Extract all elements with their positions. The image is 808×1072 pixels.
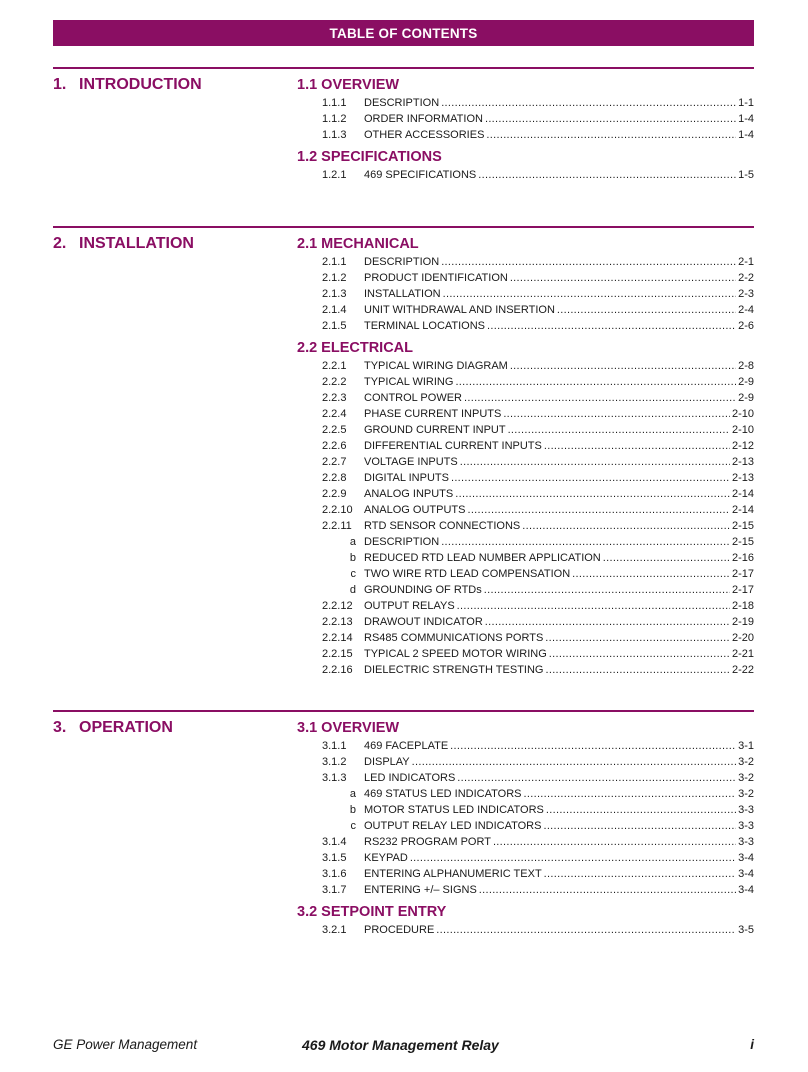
entry-body [364,270,754,286]
dot-leader [467,502,730,518]
toc-entry[interactable] [297,358,754,374]
dot-leader [546,802,736,818]
entry-page-number: 2-21 [731,648,754,660]
entry-body [364,422,754,438]
entry-label: PHASE CURRENT INPUTS [364,408,502,420]
dot-leader [510,270,736,286]
entry-number: 2.2.4 [322,408,347,420]
entry-number: b [349,804,356,816]
dot-leader [549,646,730,662]
section-title[interactable]: 1.1 OVERVIEW [297,77,400,93]
chapter-divider [53,67,754,69]
entry-body [364,646,754,662]
entry-label: DRAWOUT INDICATOR [364,616,483,628]
entry-body [364,866,754,882]
chapter-title[interactable] [53,719,173,737]
entry-label: OUTPUT RELAY LED INDICATORS [364,820,542,832]
toc-section [297,76,754,143]
entry-page-number: 3-2 [738,756,754,768]
toc-title: TABLE OF CONTENTS [329,25,478,41]
entry-body [364,406,754,422]
entry-number: 2.1.2 [322,272,347,284]
entry-label: MOTOR STATUS LED INDICATORS [364,804,544,816]
section-entries [297,167,754,183]
entry-body [364,454,754,470]
toc-entry[interactable] [297,318,754,334]
dot-leader [457,770,736,786]
entry-page-number: 2-17 [731,568,754,580]
section-entries [297,738,754,898]
dot-leader [412,754,736,770]
dot-leader [441,534,730,550]
entry-label: RTD SENSOR CONNECTIONS [364,520,521,532]
entry-number: 2.2.11 [322,520,352,532]
toc-section [297,148,754,183]
entry-body [364,486,754,502]
entry-number: 1.2.1 [322,169,347,181]
section-entries [297,95,754,143]
entry-page-number: 1-4 [738,129,754,141]
entry-number: 3.1.1 [322,740,347,752]
entry-page-number: 1-4 [738,113,754,125]
entry-page-number: 2-10 [731,408,754,420]
entry-body [364,111,754,127]
entry-number: 2.2.10 [322,504,353,516]
entry-body [364,770,754,786]
toc-entry[interactable] [297,95,754,111]
toc-subentry[interactable] [297,534,754,550]
entry-label: DIFFERENTIAL CURRENT INPUTS [364,440,542,452]
toc-entry[interactable] [297,502,754,518]
dot-leader [479,882,736,898]
toc-entry[interactable] [297,470,754,486]
entry-page-number: 3-2 [738,788,754,800]
dot-leader [464,390,736,406]
entry-number: 2.2.2 [322,376,347,388]
entry-body [364,438,754,454]
toc-entry[interactable] [297,834,754,850]
dot-leader [451,470,730,486]
dot-leader [522,518,730,534]
toc-entry[interactable] [297,754,754,770]
entry-page-number: 2-15 [731,536,754,548]
entry-body [364,630,754,646]
dot-leader [572,566,730,582]
section-title[interactable]: 3.1 OVERVIEW [297,720,400,736]
entry-page-number: 2-14 [731,488,754,500]
toc-entry[interactable] [297,167,754,183]
entry-label: OUTPUT RELAYS [364,600,455,612]
dot-leader [486,127,736,143]
entry-label: TWO WIRE RTD LEAD COMPENSATION [364,568,571,580]
dot-leader [436,922,736,938]
entry-page-number: 2-8 [738,360,754,372]
entry-number: a [349,536,356,548]
entry-body [364,167,754,183]
entry-body [364,254,754,270]
entry-label: DIELECTRIC STRENGTH TESTING [364,664,544,676]
dot-leader [545,662,729,678]
chapter-title[interactable] [53,76,202,94]
entry-label: ENTERING +/– SIGNS [364,884,477,896]
entry-number: 2.2.15 [322,648,353,660]
entry-number: c [350,820,356,832]
entry-body [364,922,754,938]
entry-page-number: 2-18 [731,600,754,612]
entry-label: RS485 COMMUNICATIONS PORTS [364,632,544,644]
entry-body [364,534,754,550]
entry-label: PROCEDURE [364,924,435,936]
toc-entry[interactable] [297,662,754,678]
toc-entry[interactable] [297,127,754,143]
dot-leader [443,286,736,302]
entry-number: 3.1.4 [322,836,347,848]
dot-leader [450,738,736,754]
toc-entry[interactable] [297,614,754,630]
toc-entry[interactable] [297,518,754,534]
entry-page-number: 2-2 [738,272,754,284]
entry-number: 2.1.5 [322,320,347,332]
dot-leader [478,167,736,183]
entry-page-number: 3-3 [738,820,754,832]
entry-number: 1.1.3 [322,129,347,141]
dot-leader [508,422,730,438]
toc-header [53,20,754,46]
entry-page-number: 2-12 [731,440,754,452]
dot-leader [485,614,730,630]
toc-section [297,903,754,938]
entry-number: 2.2.6 [322,440,347,452]
section-entries [297,922,754,938]
entry-label: DESCRIPTION [364,256,440,268]
chapter-sections [297,76,754,183]
chapter-sections [297,235,754,678]
entry-label: LED INDICATORS [364,772,456,784]
toc-subentry[interactable] [297,786,754,802]
entry-number: 3.2.1 [322,924,347,936]
footer-page-number: i [750,1037,754,1052]
dot-leader [503,406,730,422]
entry-label: CONTROL POWER [364,392,462,404]
toc-entry[interactable] [297,646,754,662]
chapter-title-text: INSTALLATION [79,235,194,252]
entry-body [364,850,754,866]
entry-label: UNIT WITHDRAWAL AND INSERTION [364,304,555,316]
entry-page-number: 3-3 [738,836,754,848]
entry-body [364,818,754,834]
toc-entry[interactable] [297,111,754,127]
entry-label: GROUND CURRENT INPUT [364,424,506,436]
entry-label: DISPLAY [364,756,410,768]
entry-page-number: 2-17 [731,584,754,596]
toc-entry[interactable] [297,598,754,614]
entry-page-number: 3-4 [738,868,754,880]
toc-entry[interactable] [297,882,754,898]
entry-page-number: 2-13 [731,472,754,484]
entry-number: 2.2.14 [322,632,353,644]
entry-body [364,518,754,534]
entry-body [364,754,754,770]
entry-label: VOLTAGE INPUTS [364,456,458,468]
entry-label: TYPICAL WIRING DIAGRAM [364,360,508,372]
toc-entry[interactable] [297,422,754,438]
entry-number: 1.1.2 [322,113,347,125]
toc-entry[interactable] [297,406,754,422]
entry-body [364,286,754,302]
entry-label: TYPICAL 2 SPEED MOTOR WIRING [364,648,547,660]
dot-leader [510,358,736,374]
chapter-sections [297,719,754,938]
entry-page-number: 2-16 [731,552,754,564]
chapter-title[interactable] [53,235,194,253]
toc-subentry[interactable] [297,550,754,566]
section-title[interactable]: 1.2 SPECIFICATIONS [297,149,442,165]
entry-body [364,566,754,582]
toc-entry[interactable] [297,866,754,882]
toc-entry[interactable] [297,850,754,866]
toc-section [297,235,754,334]
dot-leader [485,111,736,127]
dot-leader [544,866,736,882]
dot-leader [455,486,730,502]
entry-page-number: 2-4 [738,304,754,316]
entry-number: 2.2.9 [322,488,347,500]
section-title[interactable]: 2.1 MECHANICAL [297,236,419,252]
dot-leader [441,95,736,111]
entry-page-number: 3-4 [738,884,754,896]
entry-label: PRODUCT IDENTIFICATION [364,272,508,284]
entry-label: TYPICAL WIRING [364,376,454,388]
entry-page-number: 2-1 [738,256,754,268]
entry-body [364,582,754,598]
toc-entry[interactable] [297,630,754,646]
chapter-title-text: INTRODUCTION [79,76,202,93]
toc-subentry[interactable] [297,818,754,834]
entry-label: KEYPAD [364,852,408,864]
entry-label: 469 STATUS LED INDICATORS [364,788,522,800]
entry-page-number: 2-15 [731,520,754,532]
toc-section [297,719,754,898]
entry-body [364,786,754,802]
entry-body [364,882,754,898]
entry-number: 2.2.7 [322,456,347,468]
entry-body [364,318,754,334]
entry-label: ORDER INFORMATION [364,113,483,125]
entry-page-number: 2-22 [731,664,754,676]
toc-entry[interactable] [297,390,754,406]
entry-page-number: 3-5 [738,924,754,936]
entry-number: b [349,552,356,564]
dot-leader [557,302,736,318]
entry-label: DIGITAL INPUTS [364,472,449,484]
dot-leader [603,550,730,566]
entry-number: 2.2.16 [322,664,353,676]
dot-leader [545,630,730,646]
entry-number: a [349,788,356,800]
entry-number: 3.1.5 [322,852,347,864]
section-entries [297,358,754,678]
entry-page-number: 2-3 [738,288,754,300]
entry-number: 2.2.13 [322,616,353,628]
entry-body [364,802,754,818]
toc-subentry[interactable] [297,582,754,598]
toc-entry[interactable] [297,438,754,454]
entry-page-number: 3-4 [738,852,754,864]
entry-page-number: 2-20 [731,632,754,644]
toc-subentry[interactable] [297,566,754,582]
entry-body [364,390,754,406]
entry-body [364,358,754,374]
entry-body [364,614,754,630]
entry-page-number: 3-2 [738,772,754,784]
entry-body [364,502,754,518]
toc-section [297,339,754,678]
entry-number: 2.2.3 [322,392,347,404]
entry-label: ANALOG INPUTS [364,488,454,500]
entry-label: INSTALLATION [364,288,441,300]
dot-leader [543,818,736,834]
entry-number: 3.1.7 [322,884,347,896]
chapter-number: 3. [53,719,67,736]
dot-leader [460,454,730,470]
entry-body [364,470,754,486]
entry-label: 469 FACEPLATE [364,740,449,752]
section-entries [297,254,754,334]
entry-label: DESCRIPTION [364,97,440,109]
entry-number: 3.1.3 [322,772,347,784]
entry-label: TERMINAL LOCATIONS [364,320,486,332]
entry-label: REDUCED RTD LEAD NUMBER APPLICATION [364,552,601,564]
entry-body [364,662,754,678]
entry-body [364,834,754,850]
entry-label: OTHER ACCESSORIES [364,129,485,141]
toc-entry[interactable] [297,270,754,286]
entry-body [364,738,754,754]
entry-label: RS232 PROGRAM PORT [364,836,491,848]
entry-page-number: 1-5 [738,169,754,181]
dot-leader [487,318,736,334]
entry-page-number: 2-6 [738,320,754,332]
entry-number: 2.1.1 [322,256,347,268]
entry-number: 3.1.6 [322,868,347,880]
toc-entry[interactable] [297,254,754,270]
dot-leader [493,834,736,850]
entry-label: 469 SPECIFICATIONS [364,169,477,181]
entry-page-number: 2-9 [738,376,754,388]
chapter-number: 2. [53,235,67,252]
section-title[interactable]: 2.2 ELECTRICAL [297,340,414,356]
entry-label: GROUNDING OF RTDs [364,584,482,596]
entry-number: 2.1.3 [322,288,347,300]
toc-entry[interactable] [297,770,754,786]
section-title[interactable]: 3.2 SETPOINT ENTRY [297,904,447,920]
entry-number: 2.2.8 [322,472,347,484]
entry-number: 3.1.2 [322,756,347,768]
dot-leader [441,254,736,270]
dot-leader [484,582,730,598]
footer-company: GE Power Management [53,1037,198,1052]
entry-body [364,302,754,318]
entry-number: 2.2.5 [322,424,347,436]
toc-entry[interactable] [297,486,754,502]
toc-entry[interactable] [297,738,754,754]
entry-page-number: 2-19 [731,616,754,628]
entry-page-number: 2-10 [731,424,754,436]
entry-body [364,598,754,614]
entry-label: DESCRIPTION [364,536,440,548]
toc-entry[interactable] [297,374,754,390]
chapter-number: 1. [53,76,67,93]
dot-leader [457,598,730,614]
toc-subentry[interactable] [297,802,754,818]
footer-product: 469 Motor Management Relay [302,1037,499,1053]
chapter-divider [53,226,754,228]
entry-page-number: 1-1 [738,97,754,109]
entry-page-number: 2-9 [738,392,754,404]
entry-number: 2.2.12 [322,600,353,612]
toc-entry[interactable] [297,286,754,302]
entry-body [364,127,754,143]
toc-entry[interactable] [297,922,754,938]
entry-number: 2.1.4 [322,304,347,316]
entry-body [364,95,754,111]
dot-leader [455,374,736,390]
entry-number: c [350,568,356,580]
entry-page-number: 2-14 [731,504,754,516]
dot-leader [524,786,737,802]
dot-leader [410,850,736,866]
entry-body [364,374,754,390]
entry-page-number: 2-13 [731,456,754,468]
chapter-title-text: OPERATION [79,719,173,736]
page-footer [53,1037,754,1057]
chapter-divider [53,710,754,712]
toc-entry[interactable] [297,454,754,470]
entry-page-number: 3-1 [738,740,754,752]
entry-number: 1.1.1 [322,97,347,109]
entry-page-number: 3-3 [738,804,754,816]
entry-number: 2.2.1 [322,360,347,372]
entry-body [364,550,754,566]
toc-entry[interactable] [297,302,754,318]
entry-number: d [349,584,356,596]
entry-label: ENTERING ALPHANUMERIC TEXT [364,868,542,880]
entry-label: ANALOG OUTPUTS [364,504,466,516]
dot-leader [544,438,730,454]
